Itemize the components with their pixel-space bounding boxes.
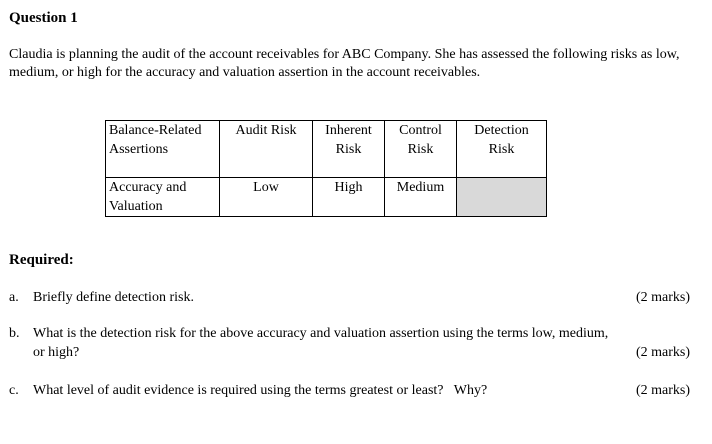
item-a-text: Briefly define detection risk. (33, 290, 194, 305)
item-b-text: What is the detection risk for the above accuracy and valuation assertion using the terms low, medium, (33, 326, 609, 341)
table-header-row (106, 121, 547, 178)
item-c-marks: (2 marks) (635, 383, 690, 398)
item-b-letter: b. (9, 326, 20, 341)
item-a-marks: (2 marks) (635, 290, 690, 305)
header-detection-risk: Detection Risk (457, 121, 547, 178)
cell-audit-risk: Low (220, 178, 313, 217)
cell-inherent-risk: High (313, 178, 385, 217)
question-intro: Claudia is planning the audit of the account receivables for ABC Company. She has assessed the following risks as low, medium, or high for the accuracy and valuation assertion in the account receivables. (9, 47, 680, 80)
header-assertions: Balance-Related Assertions (106, 121, 220, 178)
required-heading: Required: (9, 252, 74, 268)
header-control-risk: Control Risk (385, 121, 457, 178)
cell-control-risk: Medium (385, 178, 457, 217)
item-a-letter: a. (9, 290, 19, 305)
table-row (106, 178, 547, 217)
item-c-letter: c. (9, 383, 19, 398)
header-inherent-risk: Inherent Risk (313, 121, 385, 178)
cell-detection-risk (457, 178, 547, 217)
question-title: Question 1 (9, 10, 78, 26)
item-c-text: What level of audit evidence is required using the terms greatest or least? Why? (33, 383, 488, 398)
risk-table (105, 120, 547, 217)
header-audit-risk: Audit Risk (220, 121, 313, 178)
item-b-marks: (2 marks) (635, 345, 690, 360)
cell-assertion: Accuracy and Valuation (106, 178, 220, 217)
item-b-text-cont: or high? (33, 345, 80, 360)
